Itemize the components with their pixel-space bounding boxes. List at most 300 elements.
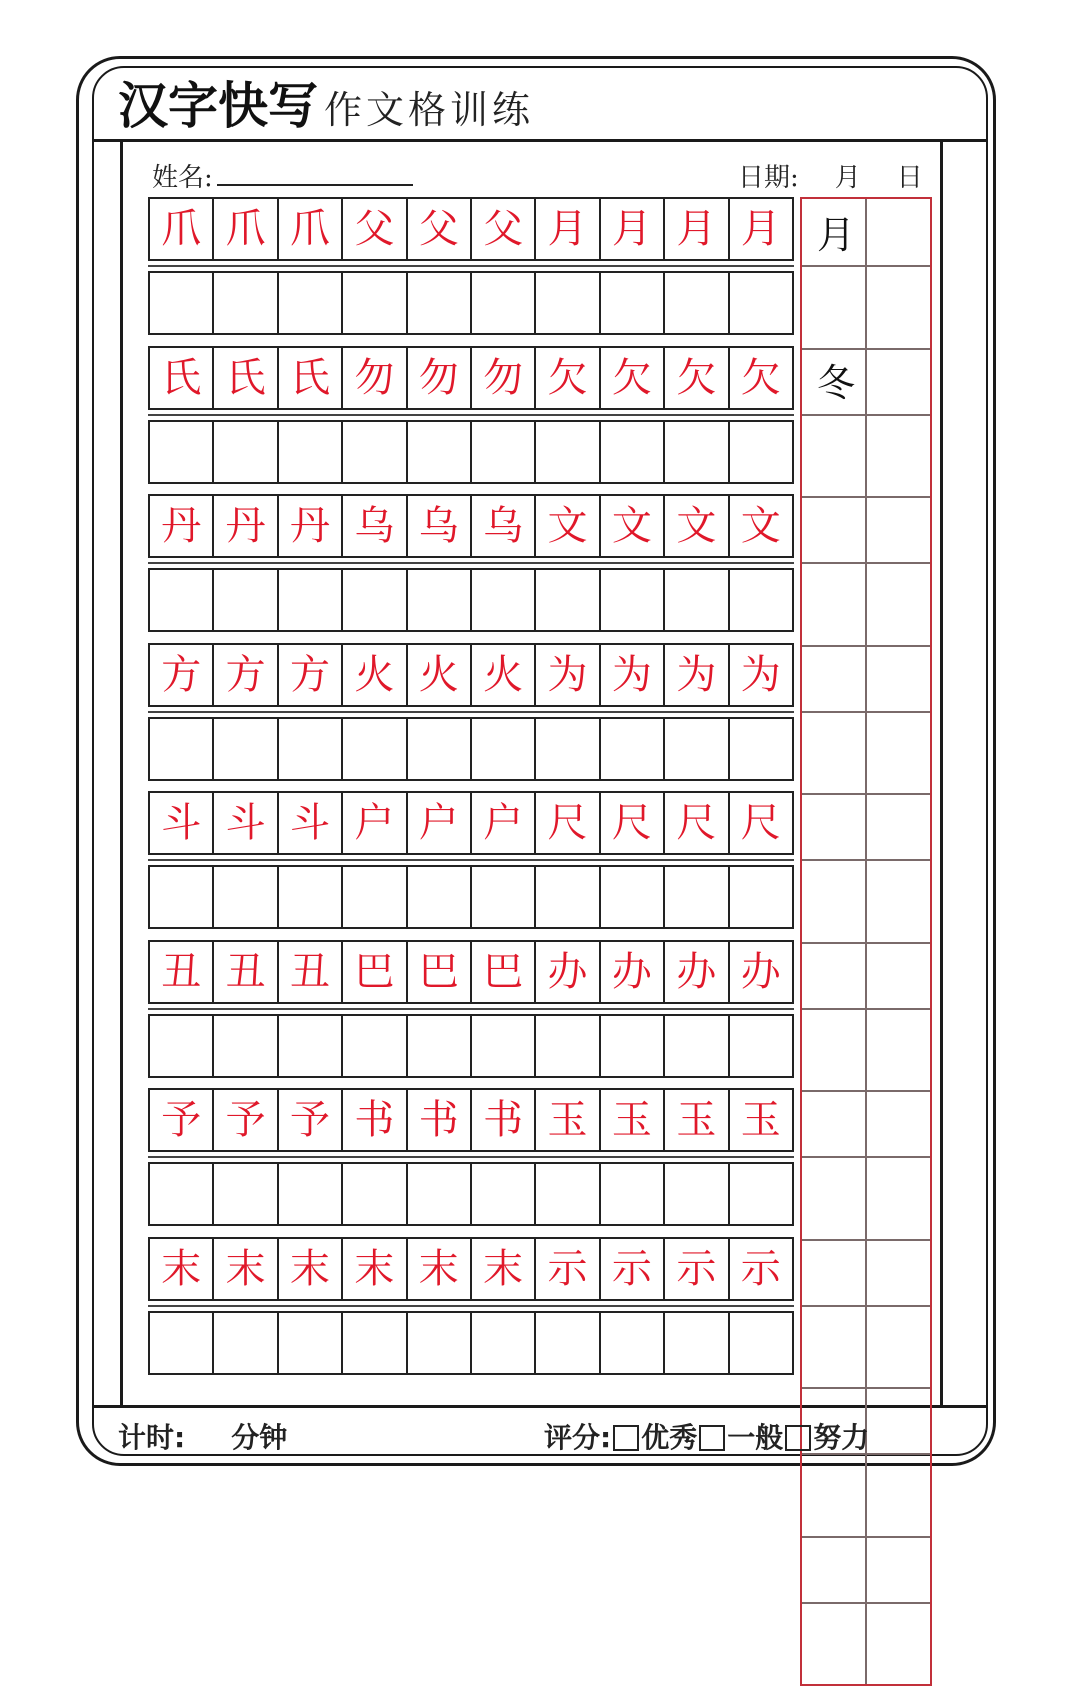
model-character: 欠 [740, 354, 781, 401]
practice-cell[interactable] [343, 422, 407, 482]
model-character: 丹 [289, 503, 330, 549]
side-grid-line [802, 1305, 930, 1307]
model-character: 办 [676, 948, 717, 995]
model-character: 办 [740, 948, 781, 995]
score-option-average: 一般 [727, 1421, 784, 1454]
model-character: 方 [289, 651, 330, 698]
model-cell [279, 645, 343, 705]
model-row [148, 1088, 794, 1152]
practice-cell[interactable] [730, 719, 794, 779]
side-grid-line [802, 1239, 930, 1241]
practice-cell[interactable] [536, 1016, 600, 1076]
model-character: 玉 [676, 1097, 717, 1143]
model-character: 父 [418, 206, 459, 252]
practice-cell[interactable] [408, 867, 472, 927]
model-character: 文 [740, 503, 781, 549]
model-character: 乌 [418, 503, 459, 549]
model-character: 尺 [611, 800, 652, 846]
practice-cell[interactable] [408, 570, 472, 630]
model-cell [472, 942, 536, 1002]
practice-cell[interactable] [343, 570, 407, 630]
model-character: 月 [611, 206, 652, 252]
side-grid-line [802, 496, 930, 498]
practice-cell[interactable] [730, 1313, 794, 1373]
practice-cell[interactable] [536, 422, 600, 482]
model-cell [536, 1239, 600, 1299]
model-character: 户 [354, 800, 395, 846]
practice-cell[interactable] [214, 867, 278, 927]
practice-cell[interactable] [472, 1313, 536, 1373]
model-cell [536, 1090, 600, 1150]
model-cell [150, 1239, 214, 1299]
model-character: 月 [676, 206, 717, 252]
practice-cell[interactable] [150, 719, 214, 779]
model-character: 办 [547, 948, 588, 995]
score-checkbox-excellent[interactable] [613, 1425, 639, 1451]
practice-cell[interactable] [665, 273, 729, 333]
model-cell [150, 942, 214, 1002]
model-character: 户 [418, 800, 459, 846]
side-grid-line [802, 942, 930, 944]
practice-cell[interactable] [214, 1164, 278, 1224]
side-grid-line [802, 1387, 930, 1389]
practice-cell[interactable] [472, 1016, 536, 1076]
practice-cell[interactable] [150, 867, 214, 927]
practice-cell[interactable] [536, 1313, 600, 1373]
model-row [148, 1237, 794, 1301]
row-rule-line [148, 711, 794, 713]
model-row [148, 494, 794, 558]
practice-cell[interactable] [279, 1016, 343, 1076]
practice-cell[interactable] [150, 570, 214, 630]
blank-practice-row [148, 420, 794, 484]
model-cell [408, 496, 472, 556]
page-title [118, 76, 534, 136]
practice-cell[interactable] [665, 867, 729, 927]
model-cell [214, 1239, 278, 1299]
model-cell [408, 199, 472, 259]
practice-cell[interactable] [665, 1313, 729, 1373]
model-cell [472, 199, 536, 259]
model-cell [665, 793, 729, 853]
title-divider [93, 139, 986, 142]
model-character: 玉 [740, 1097, 781, 1143]
model-cell [279, 942, 343, 1002]
side-grid-line [802, 1090, 930, 1092]
model-character: 文 [547, 503, 588, 549]
side-grid-line [802, 1536, 930, 1538]
blank-practice-row [148, 1311, 794, 1375]
side-grid-line [802, 1008, 930, 1010]
model-character: 书 [354, 1097, 395, 1143]
practice-cell[interactable] [214, 273, 278, 333]
row-rule-line [148, 1156, 794, 1158]
name-label: 姓名: [152, 163, 213, 193]
practice-cell[interactable] [279, 719, 343, 779]
practice-cell[interactable] [601, 570, 665, 630]
model-character: 书 [418, 1097, 459, 1143]
model-character: 勿 [418, 354, 459, 401]
model-cell [601, 199, 665, 259]
model-character: 父 [354, 206, 395, 252]
model-character: 月 [547, 206, 588, 252]
side-grid-line [802, 1602, 930, 1604]
score-checkbox-effort[interactable] [785, 1425, 811, 1451]
model-character: 氏 [161, 354, 202, 401]
model-cell [343, 942, 407, 1002]
model-character: 巴 [418, 948, 459, 995]
model-cell [214, 199, 278, 259]
side-handwritten-cell[interactable] [804, 203, 868, 267]
name-field[interactable] [152, 160, 413, 196]
model-character: 方 [225, 651, 266, 698]
model-character: 示 [676, 1245, 717, 1292]
model-row [148, 346, 794, 410]
model-character: 丑 [225, 948, 266, 995]
model-cell [150, 348, 214, 408]
model-cell [665, 1090, 729, 1150]
model-cell [665, 942, 729, 1002]
model-cell [214, 1090, 278, 1150]
title-bold: 汉字快写 [118, 77, 318, 135]
row-rule-line [148, 859, 794, 861]
model-cell [730, 1239, 794, 1299]
model-character: 欠 [547, 354, 588, 401]
model-character: 办 [611, 948, 652, 995]
model-character: 巴 [354, 948, 395, 995]
practice-cell[interactable] [665, 1016, 729, 1076]
model-character: 末 [418, 1245, 459, 1292]
model-cell [150, 1090, 214, 1150]
practice-cell[interactable] [665, 570, 729, 630]
side-grid-line [802, 562, 930, 564]
model-character: 丑 [161, 948, 202, 995]
model-cell [408, 793, 472, 853]
practice-cell[interactable] [665, 719, 729, 779]
practice-cell[interactable] [150, 273, 214, 333]
model-row [148, 940, 794, 1004]
model-cell [343, 199, 407, 259]
model-cell [601, 793, 665, 853]
practice-cell[interactable] [472, 273, 536, 333]
row-rule-line [148, 265, 794, 267]
practice-cell[interactable] [730, 570, 794, 630]
model-character: 予 [225, 1097, 266, 1143]
practice-cell[interactable] [214, 719, 278, 779]
model-cell [150, 199, 214, 259]
practice-cell[interactable] [536, 273, 600, 333]
model-cell [665, 496, 729, 556]
practice-cell[interactable] [730, 867, 794, 927]
model-character: 为 [676, 651, 717, 698]
model-cell [730, 645, 794, 705]
score-checkbox-average[interactable] [699, 1425, 725, 1451]
model-row [148, 791, 794, 855]
day-label: 日 [896, 163, 923, 193]
model-cell [665, 348, 729, 408]
practice-cell[interactable] [601, 1164, 665, 1224]
title-subtitle: 作文格训练 [324, 88, 535, 132]
side-grid-line [802, 711, 930, 713]
model-cell [536, 496, 600, 556]
model-cell [472, 496, 536, 556]
practice-cell[interactable] [472, 719, 536, 779]
model-character: 丑 [289, 948, 330, 995]
practice-cell[interactable] [730, 273, 794, 333]
practice-cell[interactable] [279, 1164, 343, 1224]
model-cell [214, 793, 278, 853]
practice-cell[interactable] [408, 719, 472, 779]
model-character: 为 [611, 651, 652, 698]
name-underline[interactable] [217, 160, 413, 186]
model-character: 为 [740, 651, 781, 698]
practice-cell[interactable] [279, 867, 343, 927]
model-character: 勿 [483, 354, 524, 401]
practice-cell[interactable] [408, 1164, 472, 1224]
model-cell [536, 793, 600, 853]
model-cell [279, 1239, 343, 1299]
practice-cell[interactable] [343, 719, 407, 779]
score-option-effort: 努力 [813, 1421, 870, 1454]
model-character: 示 [547, 1245, 588, 1292]
model-cell [343, 1239, 407, 1299]
score-area [544, 1418, 869, 1458]
model-character: 欠 [676, 354, 717, 401]
practice-cell[interactable] [279, 422, 343, 482]
model-character: 火 [483, 651, 524, 698]
practice-cell[interactable] [730, 1016, 794, 1076]
model-cell [730, 793, 794, 853]
score-label: 评分: [544, 1421, 612, 1454]
model-cell [150, 645, 214, 705]
model-cell [665, 199, 729, 259]
practice-cell[interactable] [343, 1164, 407, 1224]
model-cell [730, 1090, 794, 1150]
model-character: 予 [289, 1097, 330, 1143]
model-character: 爪 [225, 206, 266, 252]
model-character: 末 [225, 1245, 266, 1292]
model-cell [601, 1090, 665, 1150]
timer-label: 计时: [118, 1421, 186, 1454]
model-cell [601, 1239, 665, 1299]
practice-cell[interactable] [601, 719, 665, 779]
model-cell [408, 348, 472, 408]
practice-cell[interactable] [214, 422, 278, 482]
model-character: 乌 [483, 503, 524, 549]
model-character: 末 [483, 1245, 524, 1292]
practice-cell[interactable] [408, 422, 472, 482]
model-character: 尺 [740, 800, 781, 846]
model-cell [472, 1239, 536, 1299]
model-character: 文 [676, 503, 717, 549]
practice-cell[interactable] [730, 422, 794, 482]
practice-cell[interactable] [343, 273, 407, 333]
model-cell [214, 496, 278, 556]
blank-practice-row [148, 1162, 794, 1226]
model-character: 文 [611, 503, 652, 549]
model-character: 乌 [354, 503, 395, 549]
practice-cell[interactable] [601, 1016, 665, 1076]
model-character: 玉 [547, 1097, 588, 1143]
model-character: 爪 [161, 206, 202, 252]
model-character: 尺 [547, 800, 588, 846]
practice-cell[interactable] [408, 1313, 472, 1373]
model-cell [730, 199, 794, 259]
practice-cell[interactable] [279, 273, 343, 333]
model-character: 末 [289, 1245, 330, 1292]
practice-cell[interactable] [536, 570, 600, 630]
blank-practice-row [148, 271, 794, 335]
model-cell [343, 1090, 407, 1150]
model-character: 斗 [161, 800, 202, 846]
model-character: 予 [161, 1097, 202, 1143]
model-cell [214, 348, 278, 408]
model-character: 巴 [483, 948, 524, 995]
blank-practice-row [148, 1014, 794, 1078]
practice-cell[interactable] [343, 1016, 407, 1076]
date-label: 日期: [738, 163, 799, 193]
practice-cell[interactable] [279, 1313, 343, 1373]
practice-cell[interactable] [150, 1164, 214, 1224]
blank-practice-row [148, 717, 794, 781]
practice-grid [148, 197, 794, 1687]
model-character: 父 [483, 206, 524, 252]
model-character: 丹 [225, 503, 266, 549]
practice-cell[interactable] [343, 867, 407, 927]
practice-cell[interactable] [472, 570, 536, 630]
row-rule-line [148, 414, 794, 416]
model-cell [472, 348, 536, 408]
model-cell [343, 793, 407, 853]
practice-cell[interactable] [408, 273, 472, 333]
model-cell [665, 645, 729, 705]
practice-cell[interactable] [472, 867, 536, 927]
model-cell [343, 496, 407, 556]
model-character: 末 [161, 1245, 202, 1292]
model-cell [408, 645, 472, 705]
handwritten-character: 冬 [816, 361, 855, 405]
model-cell [536, 199, 600, 259]
practice-cell[interactable] [343, 1313, 407, 1373]
practice-cell[interactable] [150, 1016, 214, 1076]
practice-cell[interactable] [150, 1313, 214, 1373]
model-character: 户 [483, 800, 524, 846]
side-handwritten-cell[interactable] [804, 351, 868, 415]
practice-cell[interactable] [536, 867, 600, 927]
practice-cell[interactable] [279, 570, 343, 630]
model-character: 斗 [289, 800, 330, 846]
practice-cell[interactable] [472, 1164, 536, 1224]
grid-frame-right [940, 139, 943, 1406]
side-grid-line [802, 348, 930, 350]
model-character: 欠 [611, 354, 652, 401]
model-character: 书 [483, 1097, 524, 1143]
blank-practice-row [148, 865, 794, 929]
model-row [148, 643, 794, 707]
model-cell [472, 793, 536, 853]
model-cell [279, 496, 343, 556]
model-cell [730, 942, 794, 1002]
model-character: 爪 [289, 206, 330, 252]
practice-cell[interactable] [214, 570, 278, 630]
model-cell [730, 496, 794, 556]
timer-area [118, 1418, 287, 1458]
model-cell [472, 1090, 536, 1150]
practice-cell[interactable] [730, 1164, 794, 1224]
model-character: 氏 [225, 354, 266, 401]
practice-cell[interactable] [601, 273, 665, 333]
model-cell [536, 348, 600, 408]
practice-cell[interactable] [472, 422, 536, 482]
model-character: 月 [740, 206, 781, 252]
side-grid-line [802, 1156, 930, 1158]
model-cell [150, 496, 214, 556]
model-cell [279, 348, 343, 408]
model-character: 氏 [289, 354, 330, 401]
model-cell [343, 645, 407, 705]
practice-cell[interactable] [536, 719, 600, 779]
model-cell [601, 645, 665, 705]
model-character: 勿 [354, 354, 395, 401]
model-row [148, 197, 794, 261]
model-cell [408, 942, 472, 1002]
score-option-excellent: 优秀 [641, 1421, 698, 1454]
minutes-label: 分钟 [231, 1421, 288, 1454]
side-practice-column [800, 197, 932, 1686]
practice-cell[interactable] [214, 1016, 278, 1076]
model-character: 末 [354, 1245, 395, 1292]
model-cell [601, 496, 665, 556]
model-cell [601, 942, 665, 1002]
practice-cell[interactable] [601, 422, 665, 482]
practice-cell[interactable] [214, 1313, 278, 1373]
practice-cell[interactable] [601, 867, 665, 927]
side-grid-line [802, 645, 930, 647]
model-character: 火 [354, 651, 395, 698]
model-cell [665, 1239, 729, 1299]
model-cell [408, 1239, 472, 1299]
model-cell [472, 645, 536, 705]
model-cell [279, 793, 343, 853]
model-cell [343, 348, 407, 408]
practice-cell[interactable] [536, 1164, 600, 1224]
model-cell [601, 348, 665, 408]
row-rule-line [148, 1008, 794, 1010]
grid-frame-left [120, 139, 123, 1406]
model-character: 玉 [611, 1097, 652, 1143]
model-cell [214, 645, 278, 705]
model-cell [214, 942, 278, 1002]
model-cell [279, 199, 343, 259]
handwritten-character: 月 [816, 213, 855, 257]
model-character: 方 [161, 651, 202, 698]
practice-cell[interactable] [150, 422, 214, 482]
model-character: 为 [547, 651, 588, 698]
model-cell [730, 348, 794, 408]
side-grid-line [802, 859, 930, 861]
side-grid-line [802, 793, 930, 795]
practice-cell[interactable] [601, 1313, 665, 1373]
model-cell [536, 645, 600, 705]
practice-cell[interactable] [665, 1164, 729, 1224]
practice-cell[interactable] [665, 422, 729, 482]
model-character: 火 [418, 651, 459, 698]
model-character: 丹 [161, 503, 202, 549]
model-cell [150, 793, 214, 853]
model-character: 示 [611, 1245, 652, 1292]
model-character: 尺 [676, 800, 717, 846]
practice-cell[interactable] [408, 1016, 472, 1076]
